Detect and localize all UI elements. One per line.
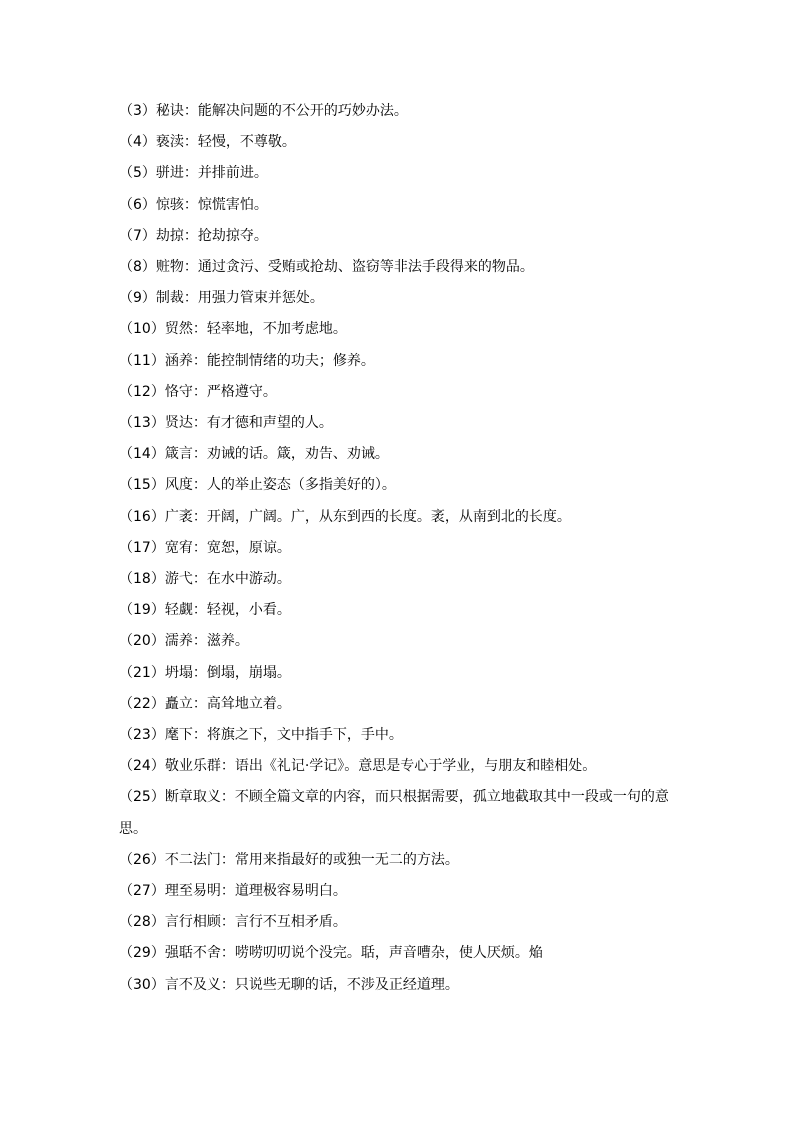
glossary-entry xyxy=(119,907,679,938)
entry-number: （22） xyxy=(119,695,165,712)
entry-term: 箴言： xyxy=(164,446,207,463)
entry-term: 涵养： xyxy=(164,352,207,369)
entry-definition: 倒塌，崩塌。 xyxy=(206,664,291,681)
entry-number: （23） xyxy=(119,727,165,744)
entry-term: 敬业乐群： xyxy=(164,758,235,775)
entry-definition: 轻视，小看。 xyxy=(206,602,291,619)
entry-definition: 滋养。 xyxy=(206,633,249,650)
entry-number: （28） xyxy=(119,914,165,931)
entry-number: （21） xyxy=(119,664,165,681)
entry-definition: 高耸地立着。 xyxy=(206,695,291,712)
entry-number: （19） xyxy=(119,602,165,619)
entry-definition: 宽恕，原谅。 xyxy=(206,539,291,556)
entry-number: （14） xyxy=(119,446,165,463)
entry-number: （10） xyxy=(119,321,165,338)
glossary-entry xyxy=(119,564,679,595)
entry-definition: 能控制情绪的功夫；修养。 xyxy=(206,352,375,369)
entry-term: 矗立： xyxy=(164,695,207,712)
glossary-entry xyxy=(119,938,679,969)
glossary-entry xyxy=(119,782,679,844)
entry-term: 濡养： xyxy=(164,633,207,650)
entry-term: 理至易明： xyxy=(164,883,235,900)
entry-term: 贸然： xyxy=(164,321,207,338)
entry-term: 贤达： xyxy=(164,415,207,432)
glossary-entry xyxy=(119,658,679,689)
entry-term: 亵渎： xyxy=(155,134,198,151)
glossary-entry xyxy=(119,502,679,533)
entry-definition: 将旗之下，文中指手下，手中。 xyxy=(206,727,403,744)
entry-term: 赃物： xyxy=(155,259,198,276)
entry-definition: 轻慢，不尊敬。 xyxy=(197,134,296,151)
entry-number: （29） xyxy=(119,945,165,962)
glossary-entry xyxy=(119,720,679,751)
entry-term: 轻觑： xyxy=(164,602,207,619)
entry-number: （11） xyxy=(119,352,165,369)
entry-term: 劫掠： xyxy=(155,227,198,244)
glossary-list xyxy=(119,96,679,1001)
entry-term: 风度： xyxy=(164,477,207,494)
entry-term: 言不及义： xyxy=(164,976,235,993)
entry-number: （24） xyxy=(119,758,165,775)
entry-number: （17） xyxy=(119,539,165,556)
entry-term: 强聒不舍： xyxy=(164,945,235,962)
entry-term: 骈进： xyxy=(155,165,198,182)
entry-term: 麾下： xyxy=(164,727,207,744)
glossary-entry xyxy=(119,533,679,564)
entry-term: 坍塌： xyxy=(164,664,207,681)
entry-definition: 人的举止姿态（多指美好的）。 xyxy=(206,477,396,494)
glossary-entry xyxy=(119,970,679,1001)
entry-term: 惊骇： xyxy=(155,196,198,213)
entry-definition: 在水中游动。 xyxy=(206,571,291,588)
glossary-entry xyxy=(119,158,679,189)
entry-definition: 能解决问题的不公开的巧妙办法。 xyxy=(197,103,408,119)
entry-term: 断章取义： xyxy=(164,789,235,806)
entry-number: （3） xyxy=(119,103,156,119)
entry-number: （9） xyxy=(119,290,156,307)
entry-number: （5） xyxy=(119,165,156,182)
entry-term: 宽宥： xyxy=(164,539,207,556)
glossary-entry xyxy=(119,283,679,314)
entry-definition: 唠唠叨叨说个没完。聒，声音嘈杂，使人厌烦。焔 xyxy=(234,945,543,962)
glossary-entry xyxy=(119,470,679,501)
entry-number: （6） xyxy=(119,196,156,213)
entry-definition: 抢劫掠夺。 xyxy=(197,227,268,244)
entry-number: （26） xyxy=(119,851,165,868)
entry-definition: 用强力管束并惩处。 xyxy=(197,290,324,307)
entry-term: 恪守： xyxy=(164,383,207,400)
entry-number: （12） xyxy=(119,383,165,400)
glossary-entry xyxy=(119,845,679,876)
entry-term: 言行相顾： xyxy=(164,914,235,931)
entry-term: 不二法门： xyxy=(164,851,235,868)
entry-term: 制裁： xyxy=(155,290,198,307)
glossary-entry xyxy=(119,314,679,345)
glossary-entry xyxy=(119,439,679,470)
entry-definition: 通过贪污、受贿或抢劫、盗窃等非法手段得来的物品。 xyxy=(197,259,534,276)
glossary-entry xyxy=(119,876,679,907)
entry-definition: 不顾全篇文章的内容，而只根据需要，孤立地截取其中一段或一句的意思。 xyxy=(119,789,669,837)
entry-number: （20） xyxy=(119,633,165,650)
entry-number: （16） xyxy=(119,508,165,525)
entry-definition: 道理极容易明白。 xyxy=(234,883,347,900)
entry-definition: 劝诫的话。箴，劝告、劝诫。 xyxy=(206,446,389,463)
entry-definition: 有才德和声望的人。 xyxy=(206,415,333,432)
entry-number: （27） xyxy=(119,883,165,900)
entry-definition: 常用来指最好的或独一无二的方法。 xyxy=(234,851,459,868)
glossary-entry xyxy=(119,346,679,377)
glossary-entry xyxy=(119,221,679,252)
entry-definition: 只说些无聊的话，不涉及正经道理。 xyxy=(234,976,459,993)
entry-number: （30） xyxy=(119,976,165,993)
glossary-entry xyxy=(119,595,679,626)
entry-term: 秘诀： xyxy=(155,103,198,119)
glossary-entry xyxy=(119,626,679,657)
entry-definition: 言行不互相矛盾。 xyxy=(234,914,347,931)
entry-definition: 开阔，广阔。广，从东到西的长度。袤，从南到北的长度。 xyxy=(206,508,571,525)
entry-definition: 严格遵守。 xyxy=(206,383,277,400)
entry-number: （7） xyxy=(119,227,156,244)
glossary-entry xyxy=(119,377,679,408)
glossary-entry xyxy=(119,96,679,127)
entry-definition: 语出《礼记·学记》。意思是专心于学业，与朋友和睦相处。 xyxy=(234,758,597,775)
entry-definition: 并排前进。 xyxy=(197,165,268,182)
glossary-entry xyxy=(119,689,679,720)
glossary-entry xyxy=(119,408,679,439)
glossary-entry xyxy=(119,127,679,158)
entry-number: （15） xyxy=(119,477,165,494)
entry-definition: 惊慌害怕。 xyxy=(197,196,268,213)
entry-number: （8） xyxy=(119,259,156,276)
entry-number: （25） xyxy=(119,789,165,806)
entry-number: （18） xyxy=(119,571,165,588)
entry-number: （4） xyxy=(119,134,156,151)
entry-term: 广袤： xyxy=(164,508,207,525)
entry-term: 游弋： xyxy=(164,571,207,588)
glossary-entry xyxy=(119,252,679,283)
entry-definition: 轻率地，不加考虑地。 xyxy=(206,321,347,338)
entry-number: （13） xyxy=(119,415,165,432)
glossary-entry xyxy=(119,190,679,221)
glossary-entry xyxy=(119,751,679,782)
